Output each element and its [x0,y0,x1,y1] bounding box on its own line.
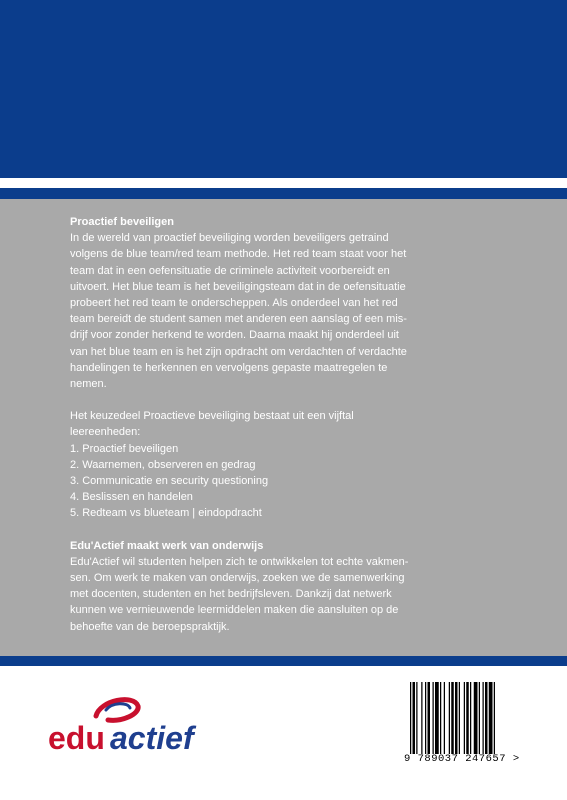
blue-stripe-bottom [0,656,567,666]
body-line: kunnen we vernieuwende leermiddelen maken die aansluiten op de [70,604,399,617]
logo-text-actief: actief [110,720,194,754]
body-line: met docenten, studenten en het bedrijfsleven. Dankzij dat netwerk [70,588,392,601]
barcode-bar [435,682,439,754]
body-line: team dat in een oefensituatie de criminele activiteit voorbereidt en [70,264,390,277]
list-item: 1. Proactief beveiligen [70,442,179,455]
list-item: 3. Communicatie en security questioning [70,475,269,488]
list-item: 5. Redteam vs blueteam | eindopdracht [70,507,262,520]
barcode-bar [433,682,434,754]
section-heading-proactief: Proactief beveiligen [70,216,174,228]
barcode-bar [455,682,458,754]
barcode-bar [466,682,469,754]
logo-text-edu: edu [48,720,105,754]
body-line: volgens de blue team/red team methode. Het red team staat voor het [70,248,407,261]
barcode-bar [413,682,416,754]
body-line: leereenheden: [70,426,141,439]
barcode-bar [459,682,460,754]
barcode-bar [428,682,431,754]
paragraph-spacer [70,392,420,408]
isbn-number: 9 789037 247657 > [404,753,520,765]
swoosh-icon [96,700,138,721]
section-heading-eduactief: Edu'Actief maakt werk van onderwijs [70,539,264,552]
paragraph-spacer [70,522,420,538]
barcode-bar [444,682,445,754]
barcode-bar [485,682,488,754]
list-item: 2. Waarnemen, observeren en gedrag [70,458,256,471]
body-line: sen. Om werk te maken van onderwijs, zoeken we de samenwerking [70,572,405,585]
barcode-bar [489,682,493,754]
barcode-bar [451,682,454,754]
white-divider [0,178,567,188]
body-line: team bereidt de student samen met anderen een aanslag of een mis- [70,313,407,326]
body-line: uitvoert. Het blue team is het beveiligingsteam dat in de oefensituatie [70,280,406,293]
barcode-bar [479,682,480,754]
body-line: nemen. [70,378,107,391]
blue-stripe-top [0,188,567,199]
list-item: 4. Beslissen en handelen [70,491,193,504]
barcode-bar [425,682,426,754]
body-line: Het keuzedeel Proactieve beveiliging bestaat uit een vijftal [70,410,354,423]
body-line: handelingen te herkennen en vervolgens gepaste maatregelen te [70,361,388,374]
top-blue-band [0,0,567,178]
barcode-bar [421,682,422,754]
eduactief-logo [48,694,218,754]
barcode-bar [464,682,465,754]
body-line: van het blue team en is het zijn opdracht om verdachten of verdachte [70,345,407,358]
body-line: Edu'Actief wil studenten helpen zich te ontwikkelen tot echte vakmen- [70,555,409,568]
barcode-icon [410,682,528,754]
barcode-bar [483,682,484,754]
body-line: In de wereld van proactief beveiliging worden beveiligers getraind [70,232,389,245]
body-line: drijf voor zonder herkend te worden. Daarna maakt hij onderdeel uit [70,329,399,342]
barcode-bar [440,682,441,754]
body-line: behoefte van de beroepspraktijk. [70,620,230,633]
barcode-bar [410,682,411,754]
barcode-bar [474,682,478,754]
body-line: probeert het red team te onderscheppen. Als onderdeel van het red [70,297,398,310]
barcode-bar [416,682,417,754]
barcode-bar [494,682,495,754]
barcode-bar [470,682,471,754]
back-cover-text [70,214,420,635]
barcode-bar [449,682,450,754]
